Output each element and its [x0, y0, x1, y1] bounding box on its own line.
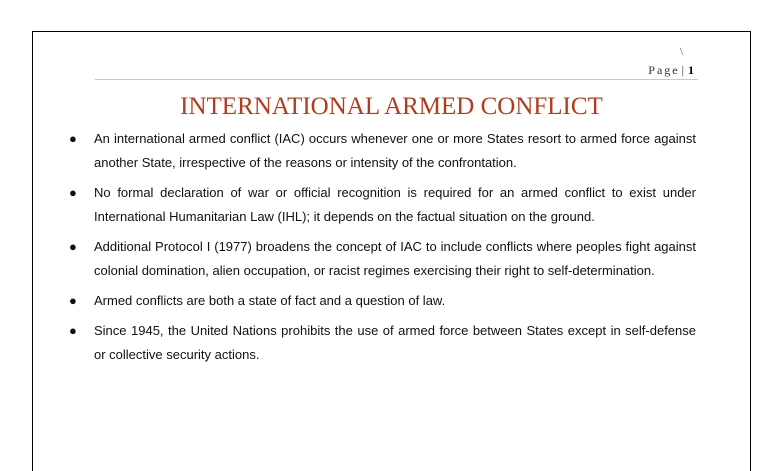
- bullet-text: Additional Protocol I (1977) broadens the concept of IAC to include conflicts where peoples fight against colonial domination, alien occupation, or racist regimes exercising their right to self-determination.: [94, 239, 696, 278]
- header-mark: \: [680, 46, 684, 58]
- bullet-text: Armed conflicts are both a state of fact and a question of law.: [94, 293, 446, 308]
- bullet-text: An international armed conflict (IAC) occurs whenever one or more States resort to armed force against another State, irrespective of the reasons or intensity of the confrontation.: [94, 131, 696, 170]
- page-word: Page: [648, 63, 680, 77]
- bullet-dot-icon: ●: [69, 239, 77, 254]
- bullet-item: [69, 319, 696, 367]
- bullet-dot-icon: ●: [69, 185, 77, 200]
- bullet-item: [69, 289, 696, 313]
- page-separator: |: [681, 63, 686, 77]
- page-number: 1: [688, 63, 694, 77]
- document-title: INTERNATIONAL ARMED CONFLICT: [180, 93, 603, 120]
- bullet-dot-icon: ●: [69, 131, 77, 146]
- bullet-item: [69, 127, 696, 175]
- bullet-dot-icon: ●: [69, 293, 77, 308]
- bullet-item: [69, 235, 696, 283]
- bullet-text: No formal declaration of war or official recognition is required for an armed conflict to exist under International Humanitarian Law (IHL); it depends on the factual situation on the ground.: [94, 185, 696, 224]
- bullet-item: [69, 181, 696, 229]
- page-number-label: [648, 64, 694, 76]
- header-rule: [95, 79, 698, 80]
- bullet-text: Since 1945, the United Nations prohibits the use of armed force between States except in self-defense or collective security actions.: [94, 323, 696, 362]
- document-page: [32, 31, 751, 471]
- bullet-dot-icon: ●: [69, 323, 77, 338]
- bullet-list: [69, 127, 696, 373]
